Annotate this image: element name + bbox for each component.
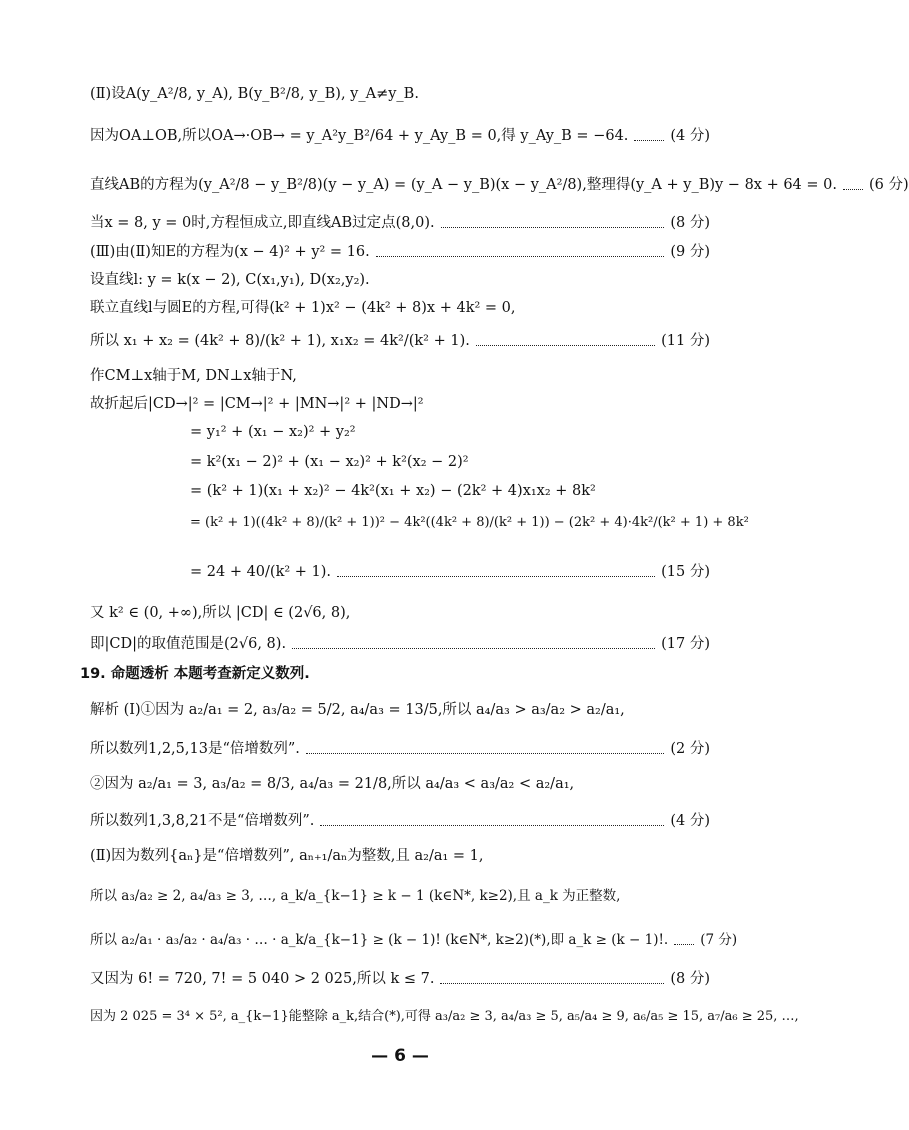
leader-dots: [440, 983, 664, 984]
section-heading: [80, 664, 710, 684]
solution-line: [90, 242, 710, 262]
solution-line: [190, 513, 749, 533]
line-text: 直线AB的方程为(y_A²/8 − y_B²/8)(y − y_A) = (y_A − y_B)(x − y_A²/8),整理得(y_A + y_B)y − 8x + 64 = 0.: [90, 177, 837, 193]
line-text: (Ⅲ)由(Ⅱ)知E的方程为(x − 4)² + y² = 16.: [90, 244, 370, 260]
line-text: = 24 + 40/(k² + 1).: [190, 564, 332, 580]
solution-line: [90, 366, 710, 386]
line-text: 联立直线l与圆E的方程,可得(k² + 1)x² − (4k² + 8)x + 4k² = 0,: [90, 300, 516, 316]
solution-line: [90, 331, 710, 351]
leader-dots: [337, 576, 655, 577]
leader-dots: [306, 753, 664, 754]
solution-line: [190, 481, 710, 501]
solution-line: [90, 774, 710, 794]
solution-line: [90, 739, 710, 759]
leader-dots: [320, 825, 664, 826]
solution-line: [90, 213, 710, 233]
line-text: 又因为 6! = 720, 7! = 5 040 > 2 025,所以 k ≤ 7.: [90, 971, 435, 987]
line-text: 解析 (Ⅰ)①因为 a₂/a₁ = 2, a₃/a₂ = 5/2, a₄/a₃ = 13/5,所以 a₄/a₃ > a₃/a₂ > a₂/a₁,: [90, 702, 625, 718]
leader-dots: [292, 648, 655, 649]
score-label: (9 分): [670, 244, 710, 260]
score-label: (6 分): [869, 177, 909, 193]
line-text: 所以 a₃/a₂ ≥ 2, a₄/a₃ ≥ 3, …, a_k/a_{k−1} ≥ k − 1 (k∈N*, k≥2),且 a_k 为正整数,: [90, 888, 621, 904]
line-text: 因为OA⊥OB,所以OA→·OB→ = y_A²y_B²/64 + y_Ay_B = 0,得 y_Ay_B = −64.: [90, 128, 629, 144]
solution-line: [90, 811, 710, 831]
line-text: 因为 2 025 = 3⁴ × 5², a_{k−1}能整除 a_k,结合(*),可得 a₃/a₂ ≥ 3, a₄/a₃ ≥ 5, a₅/a₄ ≥ 9, a₆/a₅ ≥ 15, a₇/a₆ ≥ 25, …,: [90, 1009, 799, 1024]
score-label: (8 分): [670, 971, 710, 987]
score-label: (4 分): [670, 813, 710, 829]
solution-line: [90, 634, 710, 654]
solution-line: [90, 1007, 799, 1027]
solution-line: [90, 298, 710, 318]
line-text: ②因为 a₂/a₁ = 3, a₃/a₂ = 8/3, a₄/a₃ = 21/8,所以 a₄/a₃ < a₃/a₂ < a₂/a₁,: [90, 776, 575, 792]
leader-dots: [634, 140, 664, 141]
score-label: (11 分): [661, 333, 710, 349]
solution-line: [90, 394, 710, 414]
page-number: — 6 —: [371, 1046, 429, 1066]
leader-dots: [674, 944, 694, 945]
solution-line: [90, 270, 710, 290]
line-text: = y₁² + (x₁ − x₂)² + y₂²: [190, 424, 356, 440]
score-label: (17 分): [661, 636, 710, 652]
solution-line: [90, 84, 710, 104]
solution-line: [90, 175, 909, 195]
leader-dots: [441, 227, 665, 228]
line-text: 又 k² ∈ (0, +∞),所以 |CD| ∈ (2√6, 8),: [90, 605, 351, 621]
line-text: 19. 命题透析 本题考查新定义数列.: [80, 666, 310, 682]
solution-line: [90, 603, 710, 623]
score-label: (8 分): [670, 215, 710, 231]
solution-line: [90, 700, 710, 720]
line-text: 所以数列1,3,8,21不是“倍增数列”.: [90, 813, 315, 829]
solution-line: [90, 969, 710, 989]
score-label: (4 分): [670, 128, 710, 144]
score-label: (7 分): [700, 932, 738, 948]
line-text: = (k² + 1)(x₁ + x₂)² − 4k²(x₁ + x₂) − (2k² + 4)x₁x₂ + 8k²: [190, 483, 596, 499]
line-text: (Ⅱ)设A(y_A²/8, y_A), B(y_B²/8, y_B), y_A≠y_B.: [90, 86, 419, 102]
solution-line: [190, 422, 710, 442]
leader-dots: [843, 189, 863, 190]
line-text: 设直线l: y = k(x − 2), C(x₁,y₁), D(x₂,y₂).: [90, 272, 370, 288]
leader-dots: [376, 256, 665, 257]
line-text: 作CM⊥x轴于M, DN⊥x轴于N,: [90, 368, 297, 384]
leader-dots: [476, 345, 655, 346]
score-label: (2 分): [670, 741, 710, 757]
solution-line: [90, 930, 738, 950]
line-text: 所以数列1,2,5,13是“倍增数列”.: [90, 741, 300, 757]
line-text: 所以 a₂/a₁ · a₃/a₂ · a₄/a₃ · … · a_k/a_{k−1} ≥ (k − 1)! (k∈N*, k≥2)(*),即 a_k ≥ (k − 1)!.: [90, 932, 669, 948]
solution-line: [90, 886, 710, 906]
score-label: (15 分): [661, 564, 710, 580]
line-text: (Ⅱ)因为数列{aₙ}是“倍增数列”, aₙ₊₁/aₙ为整数,且 a₂/a₁ = 1,: [90, 848, 484, 864]
solution-line: [90, 846, 710, 866]
line-text: 即|CD|的取值范围是(2√6, 8).: [90, 636, 287, 652]
solution-line: [190, 452, 710, 472]
solution-line: [90, 126, 710, 146]
line-text: 当x = 8, y = 0时,方程恒成立,即直线AB过定点(8,0).: [90, 215, 435, 231]
line-text: = (k² + 1)((4k² + 8)/(k² + 1))² − 4k²((4k² + 8)/(k² + 1)) − (2k² + 4)·4k²/(k² + 1) + 8k²: [190, 515, 749, 530]
line-text: = k²(x₁ − 2)² + (x₁ − x₂)² + k²(x₂ − 2)²: [190, 454, 469, 470]
line-text: 故折起后|CD→|² = |CM→|² + |MN→|² + |ND→|²: [90, 396, 424, 412]
line-text: 所以 x₁ + x₂ = (4k² + 8)/(k² + 1), x₁x₂ = 4k²/(k² + 1).: [90, 333, 470, 349]
solution-line: [190, 562, 710, 582]
